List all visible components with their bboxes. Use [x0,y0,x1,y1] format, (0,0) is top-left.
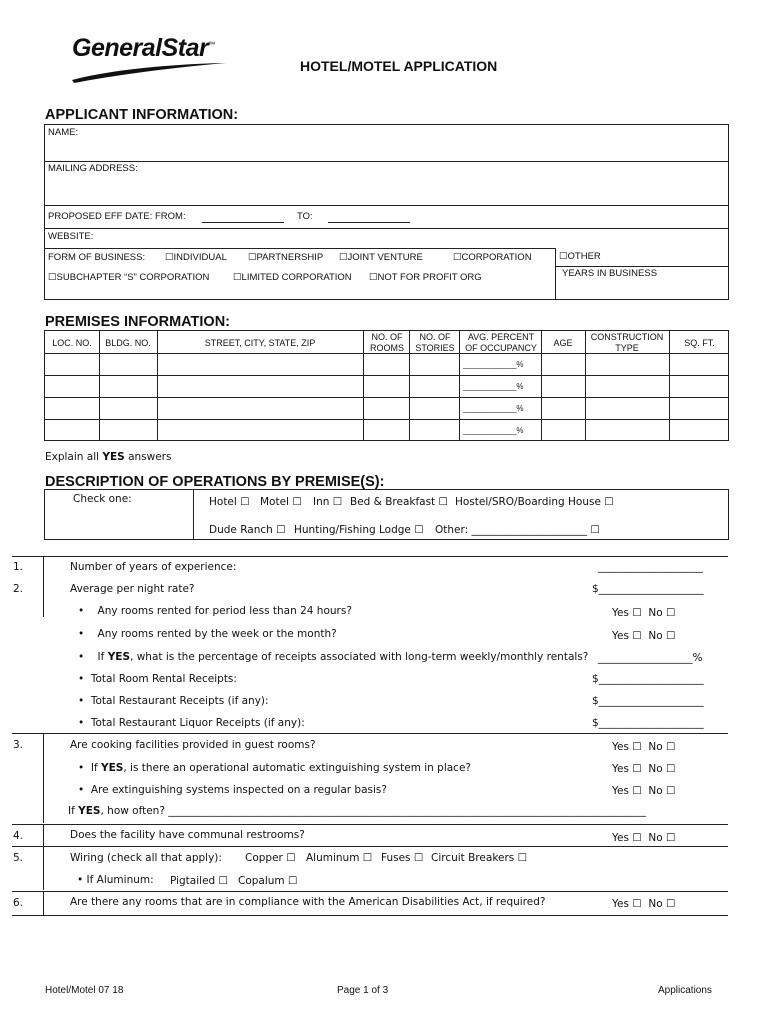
q3a-text: • If YES, is there an operational automatic extinguishing system in place? [78,762,471,774]
eff-date-to-field[interactable] [328,222,410,223]
copalum-checkbox[interactable]: Copalum ☐ [238,875,298,887]
occupancy-field[interactable]: ____________% [463,426,524,435]
q4-text: Does the facility have communal restrooms? [70,829,305,841]
dude-ranch-checkbox[interactable]: Dude Ranch ☐ [209,524,286,536]
col-occupancy: AVG. PERCENT OF OCCUPANCY [465,332,537,353]
occupancy-field[interactable]: ____________% [463,382,524,391]
q5-number: 5. [13,852,24,864]
eff-date-to-label: TO: [297,211,313,222]
col-bldg-no: BLDG. NO. [105,338,151,348]
other-checkbox[interactable]: ☐ OTHER [559,251,601,262]
q3-text: Are cooking facilities provided in guest rooms? [70,739,316,751]
circuit-breakers-checkbox[interactable]: Circuit Breakers ☐ [431,852,528,864]
premises-heading: PREMISES INFORMATION: [45,314,231,330]
hunting-lodge-checkbox[interactable]: Hunting/Fishing Lodge ☐ [294,524,424,536]
not-for-profit-checkbox[interactable]: ☐ NOT FOR PROFIT ORG [369,272,482,283]
hotel-checkbox[interactable]: Hotel ☐ [209,496,250,508]
q6-number: 6. [13,897,24,909]
q2-text: Average per night rate? [70,583,195,595]
occupancy-field[interactable]: ____________% [463,404,524,413]
q3b-yes-no[interactable]: Yes ☐ No ☐ [612,785,676,797]
subchapter-s-checkbox[interactable]: ☐ SUBCHAPTER “S” CORPORATION [48,272,209,283]
pigtailed-checkbox[interactable]: Pigtailed ☐ [170,875,228,887]
col-age: AGE [553,338,573,348]
col-street: STREET, CITY, STATE, ZIP [204,338,316,348]
copper-checkbox[interactable]: Copper ☐ [245,852,296,864]
fuses-checkbox[interactable]: Fuses ☐ [381,852,424,864]
q2b-yes-no[interactable]: Yes ☐ No ☐ [612,630,676,642]
col-stories: NO. OF STORIES [415,332,455,353]
eff-date-from-field[interactable] [202,222,284,223]
footer-section: Applications [658,985,712,996]
other-operation-field[interactable]: Other: ______________________ ☐ [435,524,600,536]
q4-yes-no[interactable]: Yes ☐ No ☐ [612,832,676,844]
q1-field[interactable]: ____________________ [598,561,703,573]
inn-checkbox[interactable]: Inn ☐ [313,496,343,508]
aluminum-checkbox[interactable]: Aluminum ☐ [306,852,373,864]
operations-heading: DESCRIPTION OF OPERATIONS BY PREMISE(S): [45,474,385,490]
col-sqft: SQ. FT. [684,338,715,348]
joint-venture-checkbox[interactable]: ☐ JOINT VENTURE [339,252,423,263]
footer-page-number: Page 1 of 3 [337,985,389,996]
form-of-business-label: FORM OF BUSINESS: [48,252,146,263]
partnership-checkbox[interactable]: ☐ PARTNERSHIP [248,252,323,263]
q2-number: 2. [13,583,24,595]
website-field[interactable]: WEBSITE: [48,231,94,242]
occupancy-field[interactable]: ____________% [463,360,524,369]
q6-yes-no[interactable]: Yes ☐ No ☐ [612,898,676,910]
q3-number: 3. [13,739,24,751]
name-field[interactable]: NAME: [48,127,79,138]
q3a-yes-no[interactable]: Yes ☐ No ☐ [612,763,676,775]
applicant-heading: APPLICANT INFORMATION: [45,107,239,123]
q2e-text: • Total Restaurant Receipts (if any): [78,695,269,707]
logo-swoosh-icon [70,62,230,84]
q4-number: 4. [13,830,24,842]
q3-yes-no[interactable]: Yes ☐ No ☐ [612,741,676,753]
q3c-how-often-field[interactable]: If YES, how often? ___________________________________________________________________________________________ [68,805,646,817]
questions-top-rule [12,556,728,557]
q2d-field[interactable]: $____________________ [592,673,704,685]
mailing-address-field[interactable]: MAILING ADDRESS: [48,163,138,174]
q6-text: Are there any rooms that are in compliance with the American Disabilities Act, if required? [70,896,546,908]
page-title: HOTEL/MOTEL APPLICATION [300,58,498,74]
q2b-text: • Any rooms rented by the week or the month? [78,628,337,640]
q2f-field[interactable]: $____________________ [592,717,704,729]
col-rooms: NO. OF ROOMS [369,332,404,353]
corporation-checkbox[interactable]: ☐ CORPORATION [453,252,532,263]
q2c-text: • If YES, what is the percentage of receipts associated with long-term weekly/monthly rentals? [78,651,589,663]
individual-checkbox[interactable]: ☐ INDIVIDUAL [165,252,227,263]
generalstar-logo: GeneralStar™ [70,34,230,84]
bed-breakfast-checkbox[interactable]: Bed & Breakfast ☐ [350,496,448,508]
q2d-text: • Total Room Rental Receipts: [78,673,237,685]
years-in-business-field[interactable]: YEARS IN BUSINESS [562,268,658,279]
applicant-box [44,124,729,300]
q2a-text: • Any rooms rented for period less than 24 hours? [78,605,352,617]
q2f-text: • Total Restaurant Liquor Receipts (if any): [78,717,305,729]
hostel-checkbox[interactable]: Hostel/SRO/Boarding House ☐ [455,496,614,508]
col-construction: CONSTRUCTION TYPE [590,332,664,353]
premises-table [44,330,729,441]
operations-box [44,489,729,540]
eff-date-label: PROPOSED EFF DATE: FROM: [48,211,186,222]
q5a-text: • If Aluminum: [77,874,154,886]
footer-form-id: Hotel/Motel 07 18 [45,985,124,996]
q2-field[interactable]: $____________________ [592,583,704,595]
motel-checkbox[interactable]: Motel ☐ [260,496,302,508]
q1-number: 1. [13,561,24,573]
explain-yes-note: Explain all YES answers [45,451,172,463]
limited-corp-checkbox[interactable]: ☐ LIMITED CORPORATION [233,272,352,283]
q5-text: Wiring (check all that apply): [70,852,222,864]
q2a-yes-no[interactable]: Yes ☐ No ☐ [612,607,676,619]
col-loc-no: LOC. NO. [52,338,92,348]
check-one-label: Check one: [73,493,132,505]
q2c-field[interactable]: __________________% [598,652,703,664]
q2e-field[interactable]: $____________________ [592,695,704,707]
q1-text: Number of years of experience: [70,561,237,573]
q3b-text: • Are extinguishing systems inspected on a regular basis? [78,784,387,796]
